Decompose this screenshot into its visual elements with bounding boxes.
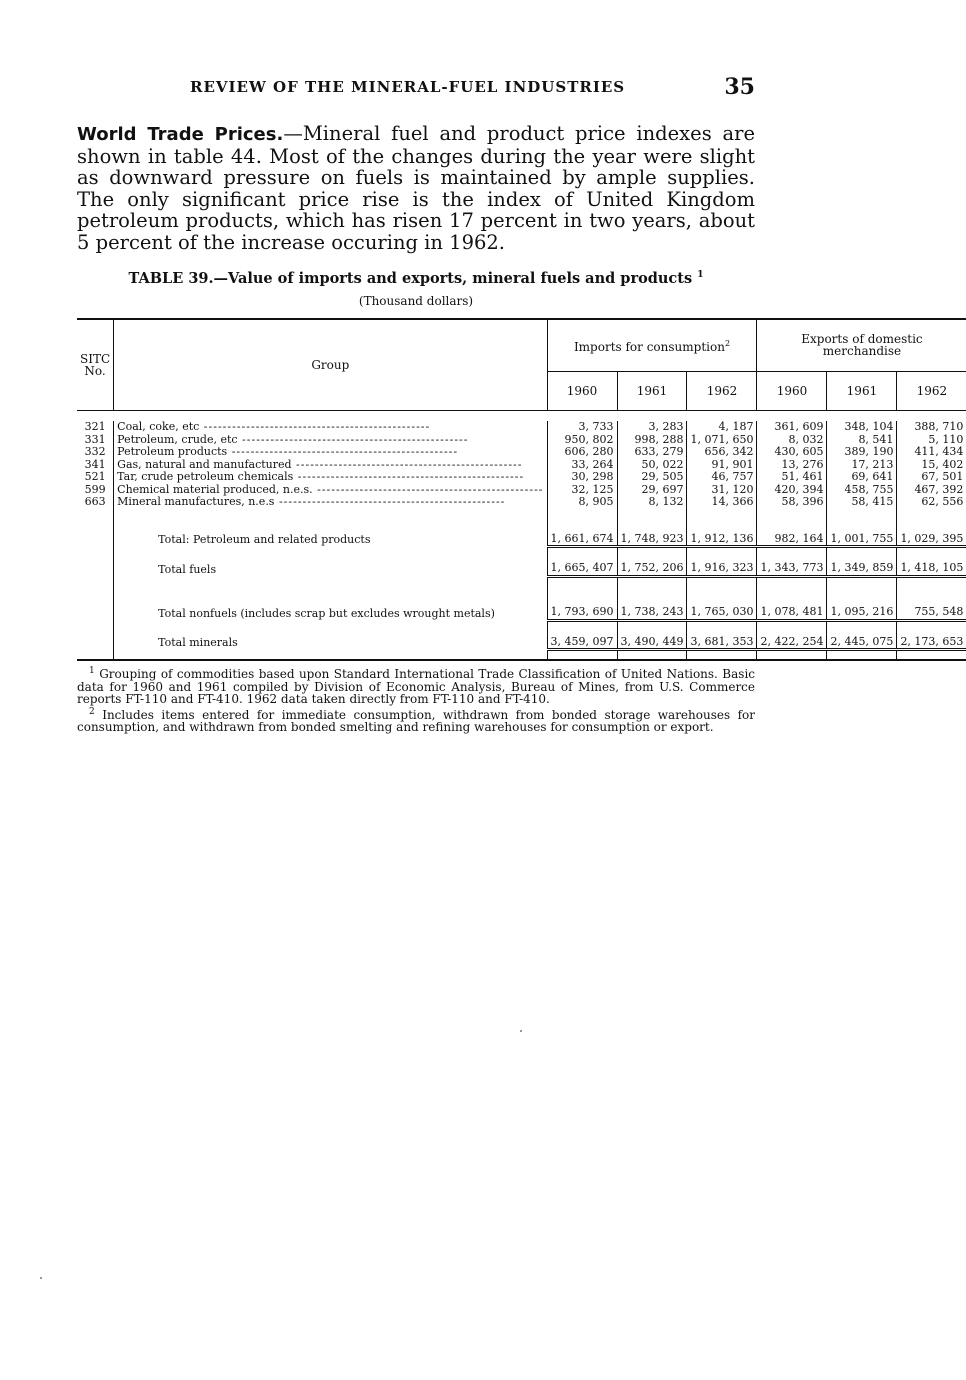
total-value-cell: 3, 459, 097 (547, 630, 617, 650)
trade-value-table (77, 318, 966, 661)
total-value-cell: 1, 765, 030 (687, 576, 757, 620)
total-row (77, 576, 966, 620)
total-value-cell: 1, 095, 216 (827, 576, 897, 620)
table-caption-note: 1 (697, 270, 704, 281)
total-value-cell: 1, 029, 395 (897, 517, 966, 547)
total-row (77, 517, 966, 547)
sitc-code: 321 (77, 421, 114, 434)
value-cell: 5, 110 (928, 432, 964, 446)
value-cell: 361, 609 (757, 421, 827, 434)
value-cell: 950, 802 (547, 434, 617, 447)
value-cell: 14, 366 (687, 496, 757, 509)
total-label: Total fuels (114, 556, 547, 576)
print-speck (520, 1030, 522, 1032)
total-value-cell: 2, 173, 653 (897, 630, 966, 650)
value-cell: 389, 190 (827, 446, 897, 459)
sitc-code: 331 (77, 434, 114, 447)
sitc-code: 341 (77, 459, 114, 472)
total-label: Total minerals (114, 630, 547, 650)
group-name: Chemical material produced, n.e.s. ----- (114, 484, 547, 497)
group-name: Gas, natural and manufactured ----- (114, 459, 547, 472)
value-cell: 67, 501 (921, 470, 964, 483)
value-cell: 4, 187 (687, 421, 757, 434)
value-cell: 420, 394 (757, 484, 827, 497)
value-cell: 13, 276 (757, 459, 827, 472)
total-value-cell: 1, 793, 690 (547, 576, 617, 620)
value-cell: 8, 905 (547, 496, 617, 509)
group-name: Coal, coke, etc ----- (114, 421, 547, 434)
sitc-header: SITC No. (77, 319, 114, 411)
value-cell: 46, 757 (687, 471, 757, 484)
total-value-cell: 3, 490, 449 (617, 630, 687, 650)
sitc-code: 663 (77, 496, 114, 509)
page-number: 35 (724, 74, 755, 100)
table-units: (Thousand dollars) (358, 294, 474, 308)
total-value-cell: 1, 748, 923 (617, 517, 687, 547)
sitc-code: 599 (77, 484, 114, 497)
value-cell: 69, 641 (827, 471, 897, 484)
value-cell: 8, 541 (827, 434, 897, 447)
value-cell: 411, 434 (914, 445, 964, 458)
imports-header-text: Imports for consumption (573, 339, 725, 354)
group-name: Tar, crude petroleum chemicals ----- (114, 471, 547, 484)
group-header: Group (114, 319, 547, 411)
value-cell: 58, 396 (757, 496, 827, 509)
total-label: Total: Petroleum and related products (114, 517, 547, 547)
value-cell: 656, 342 (687, 446, 757, 459)
value-cell: 62, 556 (921, 495, 964, 508)
value-cell: 91, 901 (687, 459, 757, 472)
group-name: Petroleum, crude, etc ----- (114, 434, 547, 447)
print-speck (40, 1277, 42, 1279)
year-header-exports-1962: 1962 (916, 383, 948, 398)
value-cell: 633, 279 (617, 446, 687, 459)
value-cell: 31, 120 (687, 484, 757, 497)
value-cell: 32, 125 (547, 484, 617, 497)
total-value-cell: 1, 752, 206 (617, 556, 687, 576)
table-footnotes (77, 660, 755, 734)
value-cell: 430, 605 (757, 446, 827, 459)
table-caption-text: TABLE 39.—Value of imports and exports, mineral fuels and products (128, 270, 693, 287)
group-name: Petroleum products ----- (114, 446, 547, 459)
running-header (190, 74, 755, 100)
value-cell: 3, 283 (617, 421, 687, 434)
value-cell: 8, 132 (617, 496, 687, 509)
value-cell: 17, 213 (827, 459, 897, 472)
total-value-cell: 1, 912, 136 (687, 517, 757, 547)
total-value-cell: 1, 343, 773 (757, 556, 827, 576)
sitc-code: 332 (77, 446, 114, 459)
total-value-cell: 982, 164 (757, 517, 827, 547)
value-cell: 458, 755 (827, 484, 897, 497)
total-row (77, 556, 966, 576)
year-header-imports-1961: 1961 (617, 371, 687, 410)
imports-header (547, 319, 757, 371)
value-cell: 58, 415 (827, 496, 897, 509)
total-value-cell: 2, 445, 075 (827, 630, 897, 650)
value-cell: 51, 461 (757, 471, 827, 484)
value-cell: 8, 032 (757, 434, 827, 447)
value-cell: 606, 280 (547, 446, 617, 459)
table-row (77, 471, 966, 484)
value-cell: 388, 710 (914, 420, 964, 433)
value-cell: 15, 402 (921, 457, 964, 471)
total-value-cell: 1, 078, 481 (757, 576, 827, 620)
year-header-exports-1961: 1961 (827, 371, 897, 410)
table-caption (77, 270, 755, 287)
exports-header: Exports of domestic merchandise (801, 331, 923, 359)
total-value-cell: 755, 548 (897, 576, 966, 620)
value-cell: 29, 505 (617, 471, 687, 484)
total-value-cell: 1, 661, 674 (547, 517, 617, 547)
value-cell: 50, 022 (617, 459, 687, 472)
imports-header-note: 2 (724, 338, 731, 348)
value-cell: 29, 697 (617, 484, 687, 497)
value-cell: 348, 104 (827, 421, 897, 434)
total-label: Total nonfuels (includes scrap but excludes wrought metals) (114, 576, 547, 620)
value-cell: 467, 392 (914, 482, 964, 496)
value-cell: 998, 288 (617, 434, 687, 447)
paragraph-lead: World Trade Prices. (77, 124, 284, 145)
value-cell: 3, 733 (547, 421, 617, 434)
total-row (77, 630, 966, 650)
total-value-cell: 1, 916, 323 (687, 556, 757, 576)
total-value-cell: 3, 681, 353 (687, 630, 757, 650)
table-row (77, 421, 966, 434)
value-cell: 1, 071, 650 (687, 434, 757, 447)
table-row (77, 496, 966, 509)
paragraph-text: —Mineral fuel and product price indexes are shown in table 44. Most of the changes during the year were slight as downward pressure on fuels is maintained by ample supplies. The only significant price rise is the index of United Kingdom petroleum products, which has risen 17 percent in two years, about 5 percent of the increase occuring in 1962. (77, 122, 755, 254)
total-value-cell: 1, 001, 755 (827, 517, 897, 547)
total-value-cell: 1, 349, 859 (827, 556, 897, 576)
value-cell: 33, 264 (547, 459, 617, 472)
world-trade-prices-paragraph (77, 123, 755, 253)
running-title: REVIEW OF THE MINERAL-FUEL INDUSTRIES (190, 78, 626, 96)
year-header-imports-1960: 1960 (547, 371, 617, 410)
footnote: $^2$ Includes items entered for immediate consumption, withdrawn from bonded storage warehouses for consumption, and withdrawn from bonded smelting and refining warehouses for consumption or export. (77, 706, 755, 734)
table-row (77, 446, 966, 459)
year-header-exports-1960: 1960 (757, 371, 827, 410)
sitc-code: 521 (77, 471, 114, 484)
year-header-imports-1962: 1962 (687, 371, 757, 410)
total-value-cell: 1, 738, 243 (617, 576, 687, 620)
total-value-cell: 2, 422, 254 (757, 630, 827, 650)
value-cell: 30, 298 (547, 471, 617, 484)
footnote: $^1$ Grouping of commodities based upon Standard International Trade Classification of United Nations. Basic data for 1960 and 1961 compiled by Division of Economic Analysis, Bureau of Mines, from U.S. Commerce reports FT-110 and FT-410. 1962 data taken directly from FT-110 and FT-410. (77, 666, 756, 706)
total-value-cell: 1, 665, 407 (547, 556, 617, 576)
total-value-cell: 1, 418, 105 (897, 556, 966, 576)
group-name: Mineral manufactures, n.e.s ----- (114, 496, 547, 509)
